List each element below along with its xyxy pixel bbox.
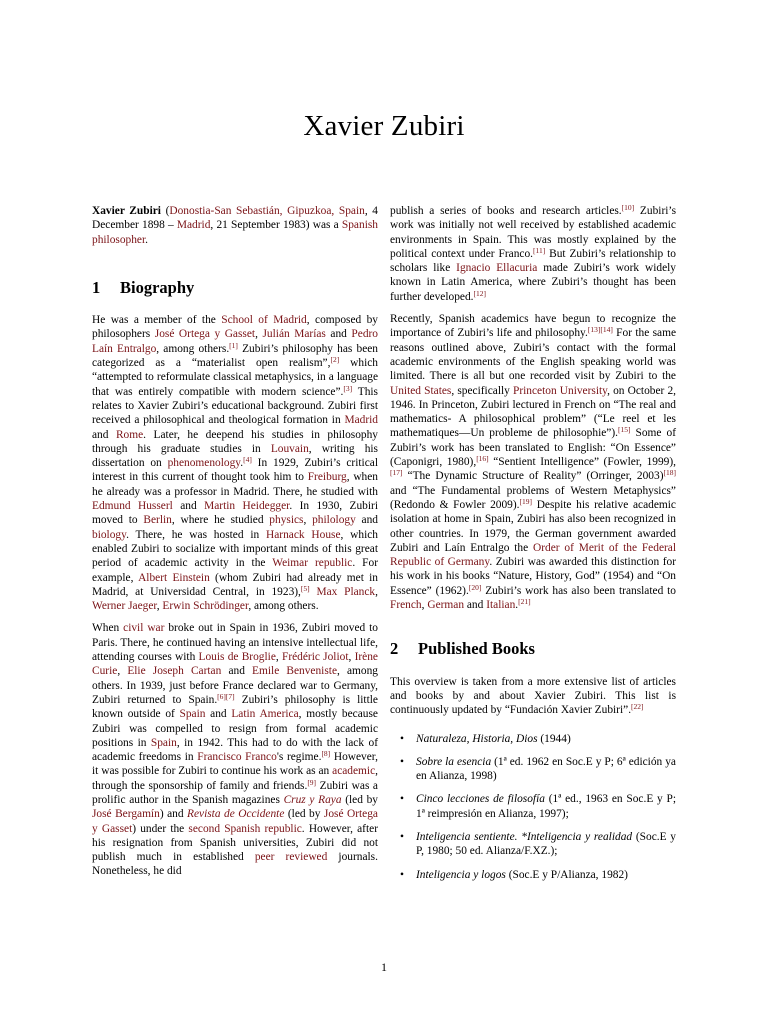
text: When — [92, 622, 124, 635]
bullet: • — [400, 755, 404, 768]
text: . Zubiri was awarded this distinction for his work in his books “Nature, History, God” (1954) and “On Essence” (1962). — [390, 556, 676, 597]
link-schrodinger[interactable]: Erwin Schrödinger — [162, 600, 249, 613]
link-louvain[interactable]: Louvain — [270, 442, 309, 455]
link-madrid[interactable]: Madrid — [344, 414, 378, 427]
bullet: • — [400, 793, 404, 806]
text: , — [421, 599, 428, 612]
link-physics[interactable]: physics — [269, 514, 304, 527]
book-details: (Soc.E y P/Alianza, 1982) — [505, 868, 628, 881]
text: Zubiri’s work has also been translated to — [481, 584, 676, 597]
text: ) under the — [132, 822, 189, 835]
citation-link[interactable]: [11] — [532, 245, 546, 255]
link-husserl[interactable]: Edmund Husserl — [92, 500, 173, 513]
link-de-broglie[interactable]: Louis de Broglie — [198, 651, 276, 664]
citation-link[interactable]: [20] — [468, 582, 482, 592]
list-item — [390, 830, 676, 859]
text: , composed by philosophers — [92, 314, 378, 341]
text: broke out in Spain in 1936, Zubiri moved to Paris. There, he continued having an intensive intellectual life, attending courses with — [92, 622, 378, 664]
link-birthplace[interactable]: Donostia-San Sebastián, Gipuzkoa, Spain — [169, 205, 365, 217]
citation-link[interactable]: [10] — [621, 203, 635, 212]
text: 's regime. — [276, 751, 322, 764]
text: In 1929, Zubiri’s critical interest in this current of thought took him to — [92, 457, 378, 484]
link-harnack-house[interactable]: Harnack House — [266, 528, 341, 541]
book-details: (1ª ed., 1963 en Soc.E y P; 1ª reimpresión en Alianza, 1997); — [416, 793, 676, 820]
citation-link[interactable]: [2] — [330, 355, 340, 365]
link-curie[interactable]: Irène Curie — [92, 651, 378, 678]
link-lain-entralgo[interactable]: Pedro Laín Entralgo — [92, 328, 378, 355]
right-column — [390, 204, 676, 891]
link-latin-america[interactable]: Latin America — [231, 708, 299, 721]
text: , among others. In 1939, just before France declared war to Germany, Zubiri returned to Spain. — [92, 665, 379, 706]
text: , — [275, 651, 282, 664]
text: , among others. — [156, 342, 230, 355]
book-title: Inteligencia sentiente. *Inteligencia y realidad — [416, 830, 633, 843]
link-joliot[interactable]: Frédéric Joliot — [281, 651, 349, 664]
link-weimar-republic[interactable]: Weimar republic — [272, 557, 353, 570]
link-heidegger[interactable]: Martin Heidegger — [204, 500, 290, 513]
text: and — [205, 708, 232, 721]
text: Zubiri was a prolific author in the Spanish magazines — [92, 779, 378, 806]
text: This relates to Xavier Zubiri’s educational background. Zubiri first received a philosophical and theological formation in — [92, 385, 378, 427]
text: , among others. — [248, 600, 319, 613]
citation-link[interactable]: [1] — [229, 340, 238, 350]
biography-paragraph-3 — [390, 204, 676, 304]
link-spain[interactable]: Spain — [150, 736, 177, 749]
link-school-of-madrid[interactable]: School of Madrid — [221, 314, 307, 327]
list-item — [390, 755, 676, 784]
bullet: • — [400, 830, 404, 843]
text: However, it was possible for Zubiri to continue his work as an — [92, 751, 378, 778]
book-details: (1944) — [537, 732, 571, 745]
list-item — [390, 868, 676, 882]
text: and — [464, 599, 487, 612]
text: . There, he was hosted in — [126, 528, 267, 541]
text: . Later, he deepend his studies in philosophy through his graduate studies in — [92, 428, 379, 455]
citation-link[interactable]: [21] — [518, 597, 531, 607]
text: Zubiri’s work was initially not well received by established academic environments in Spain. This was mostly explained by the political context under Franco. — [390, 205, 676, 260]
citation-link[interactable]: [5] — [300, 583, 310, 593]
citation-link[interactable]: [3] — [343, 383, 353, 393]
bullet: • — [400, 732, 404, 745]
text: (led by — [341, 793, 378, 806]
text: Zubiri’s philosophy has been categorized as a “materialist open realism”, — [92, 342, 378, 370]
citation-link[interactable]: [8] — [321, 749, 331, 759]
text: and — [92, 428, 116, 441]
intro-paragraph — [92, 204, 378, 247]
link-bergamin[interactable]: José Bergamín — [92, 808, 160, 821]
text: But Zubiri’s relationship to scholars like — [390, 247, 676, 275]
text: , 21 September 1983) was a — [210, 219, 342, 232]
text: , on October 2, 1946. In Princeton, Zubiri lectured in French on “The real and mathematics- A philosophical problem” (“Le reel et les mathematiques—Un probleme de philosophie”). — [390, 384, 676, 440]
book-details: (Soc.E y P, 1980; 50 ed. Alianza/F.XZ.); — [416, 830, 677, 858]
text: ( — [160, 205, 170, 217]
link-order-of-merit[interactable]: Order of Merit of the Federal Republic of Germany — [390, 541, 677, 569]
link-ortega[interactable]: José Ortega y Gasset — [92, 808, 378, 835]
link-philology[interactable]: philology — [312, 514, 356, 527]
text: . For example, — [92, 557, 378, 584]
text: (whom Zubiri had already met in Madrid, at Universidad Central, in 1923), — [92, 571, 379, 598]
text: . However, after his resignation from Spanish universities, Zubiri did not publish much in established — [92, 822, 378, 864]
section-title: Biography — [120, 277, 195, 297]
link-french[interactable]: French — [390, 599, 422, 612]
link-berlin[interactable]: Berlin — [143, 514, 172, 527]
text: ) and — [159, 808, 187, 821]
link-ortega[interactable]: José Ortega y Gasset — [154, 328, 256, 341]
link-benveniste[interactable]: Emile Benveniste — [252, 665, 338, 678]
citation-link[interactable]: [9] — [307, 777, 317, 787]
link-cartan[interactable]: Elie Joseph Cartan — [127, 665, 222, 678]
text: made Zubiri’s work widely known in Latin America, where Zubiri’s thought has been further developed. — [390, 262, 676, 303]
biography-paragraph-1 — [92, 313, 378, 613]
text: (led by — [284, 808, 324, 821]
text: , where he studied — [171, 514, 270, 527]
citation-link[interactable]: [19] — [519, 496, 533, 506]
text: . In 1930, Zubiri moved to — [92, 500, 378, 527]
text: , through the sponsorship of family and friends. — [92, 765, 378, 792]
text: , when he already was a professor in Madrid. There, he studied with — [92, 471, 378, 498]
citation-link[interactable]: [15] — [617, 425, 631, 435]
text: “The Dynamic Structure of Reality” (Orringer, 2003) — [402, 470, 664, 483]
text: , — [303, 514, 313, 527]
link-planck[interactable]: Max Planck — [316, 585, 376, 598]
text: publish a series of books and research articles. — [390, 205, 622, 217]
link-academic[interactable]: academic — [332, 765, 376, 778]
book-title: Cinco lecciones de filosofía — [416, 793, 545, 806]
book-details: (1ª ed. 1962 en Soc.E y P; 6ª edición ya en Alianza, 1998) — [416, 755, 676, 783]
citation-link[interactable]: [16] — [476, 454, 489, 464]
page-number: 1 — [381, 960, 387, 974]
link-spanish-philosopher[interactable]: Spanish philosopher — [92, 219, 378, 246]
biography-paragraph-2 — [92, 621, 378, 878]
book-list — [390, 732, 676, 882]
books-intro-paragraph — [390, 675, 676, 718]
book-title: Inteligencia y logos — [416, 868, 506, 881]
link-phenomenology[interactable]: phenomenology — [167, 457, 241, 470]
citation-link[interactable]: [6][7] — [217, 691, 235, 701]
link-spain[interactable]: Spain — [179, 708, 206, 721]
text: , 4 December 1898 – — [92, 205, 379, 232]
link-biology[interactable]: biology — [92, 528, 127, 541]
link-second-spanish-republic[interactable]: second Spanish republic — [188, 822, 302, 835]
left-column — [92, 204, 378, 887]
text: and “The Fundamental problems of Western Metaphysics” (Redondo & Fowler 2009). — [390, 484, 676, 511]
text: , in 1942. This had to do with the lack of academic freedoms in — [92, 736, 378, 764]
text: , mostly because Zubiri was compelled to resign from formal academic positions in — [92, 708, 378, 749]
text: and — [221, 665, 253, 678]
link-revista-de-occidente[interactable]: Revista de Occidente — [187, 808, 285, 821]
text: Zubiri’s philosophy is little known outside of — [92, 693, 378, 721]
text: , — [117, 665, 128, 678]
subject-name: Xavier Zubiri — [92, 205, 161, 217]
link-franco[interactable]: Francisco Franco — [197, 751, 277, 764]
text: , specifically — [451, 384, 513, 397]
section-heading-biography — [92, 277, 378, 297]
text: For the same reasons outlined above, Zubiri’s contact with the formal academic environments of the English speaking world was limited. There is all but one recorded visit by Zubiri to the — [390, 327, 676, 383]
text: , writing his dissertation on — [92, 442, 378, 470]
bullet: • — [400, 868, 404, 881]
link-princeton[interactable]: Princeton University — [512, 384, 608, 397]
citation-link[interactable]: [13][14] — [587, 325, 613, 335]
link-marias[interactable]: Julián Marías — [262, 328, 326, 341]
section-number: 2 — [390, 639, 399, 659]
text: and — [325, 328, 352, 341]
link-cruz-y-raya[interactable]: Cruz y Raya — [283, 793, 342, 806]
text: . — [145, 233, 149, 246]
section-number: 1 — [92, 277, 101, 297]
text: , which enabled Zubiri to socialize with important minds of this great period of academic activity in the — [92, 528, 379, 570]
link-united-states[interactable]: United States — [390, 384, 452, 397]
text: Recently, Spanish academics have begun to recognize the importance of Zubiri’s life and philosophy. — [390, 313, 676, 340]
citation-link[interactable]: [18] — [663, 468, 676, 478]
link-italian[interactable]: Italian — [486, 599, 516, 612]
text: Some of Zubiri’s work has been translated to English: “On Essence” (Caponigri, 1980), — [390, 427, 676, 469]
link-jaeger[interactable]: Werner Jaeger — [92, 600, 157, 613]
text: which “attempted to reformulate classical metaphysics, in a language that was entirely compatible with modern science”. — [92, 357, 378, 398]
link-peer-reviewed[interactable]: peer reviewed — [254, 851, 328, 864]
text: and — [172, 500, 205, 513]
citation-link[interactable]: [12] — [473, 288, 486, 298]
book-title: Naturaleza, Historia, Dios — [416, 732, 538, 745]
text: “Sentient Intelligence” (Fowler, 1999), — [488, 456, 676, 469]
list-item — [390, 732, 676, 746]
page-title: Xavier Zubiri — [303, 110, 465, 142]
citation-link[interactable]: [4] — [243, 455, 252, 465]
link-german[interactable]: German — [427, 599, 465, 612]
link-freiburg[interactable]: Freiburg — [307, 471, 347, 484]
text: , — [156, 600, 163, 613]
text: journals. Nonetheless, he did — [92, 851, 378, 878]
text: , — [375, 585, 378, 598]
link-madrid[interactable]: Madrid — [176, 219, 211, 232]
section-title: Published Books — [418, 639, 535, 659]
section-heading-published-books — [390, 639, 676, 659]
link-rome[interactable]: Rome — [115, 428, 144, 441]
biography-paragraph-4 — [390, 312, 676, 612]
text: . — [240, 457, 244, 470]
citation-link[interactable]: [22] — [631, 702, 644, 712]
book-title: Sobre la esencia — [416, 755, 492, 768]
text: He was a member of the — [92, 314, 222, 327]
text: and — [355, 514, 378, 527]
text: , — [255, 328, 263, 341]
text: Despite his relative academic isolation at home in Spain, Zubiri has also been recognized in other countries. In 1979, the German government awarded Zubiri and Laín Entralgo the — [390, 498, 676, 554]
list-item — [390, 792, 676, 821]
text: . — [515, 599, 519, 612]
link-ellacuria[interactable]: Ignacio Ellacuria — [456, 262, 538, 275]
text: This overview is taken from a more extensive list of articles and books by and about Xavier Zubiri. This list is continuously updated by “Fundación Xavier Zubiri”. — [390, 675, 676, 717]
text: , — [348, 651, 355, 664]
citation-link[interactable]: [17] — [390, 468, 403, 478]
link-einstein[interactable]: Albert Einstein — [138, 571, 210, 584]
link-civil-war[interactable]: civil war — [123, 622, 165, 635]
